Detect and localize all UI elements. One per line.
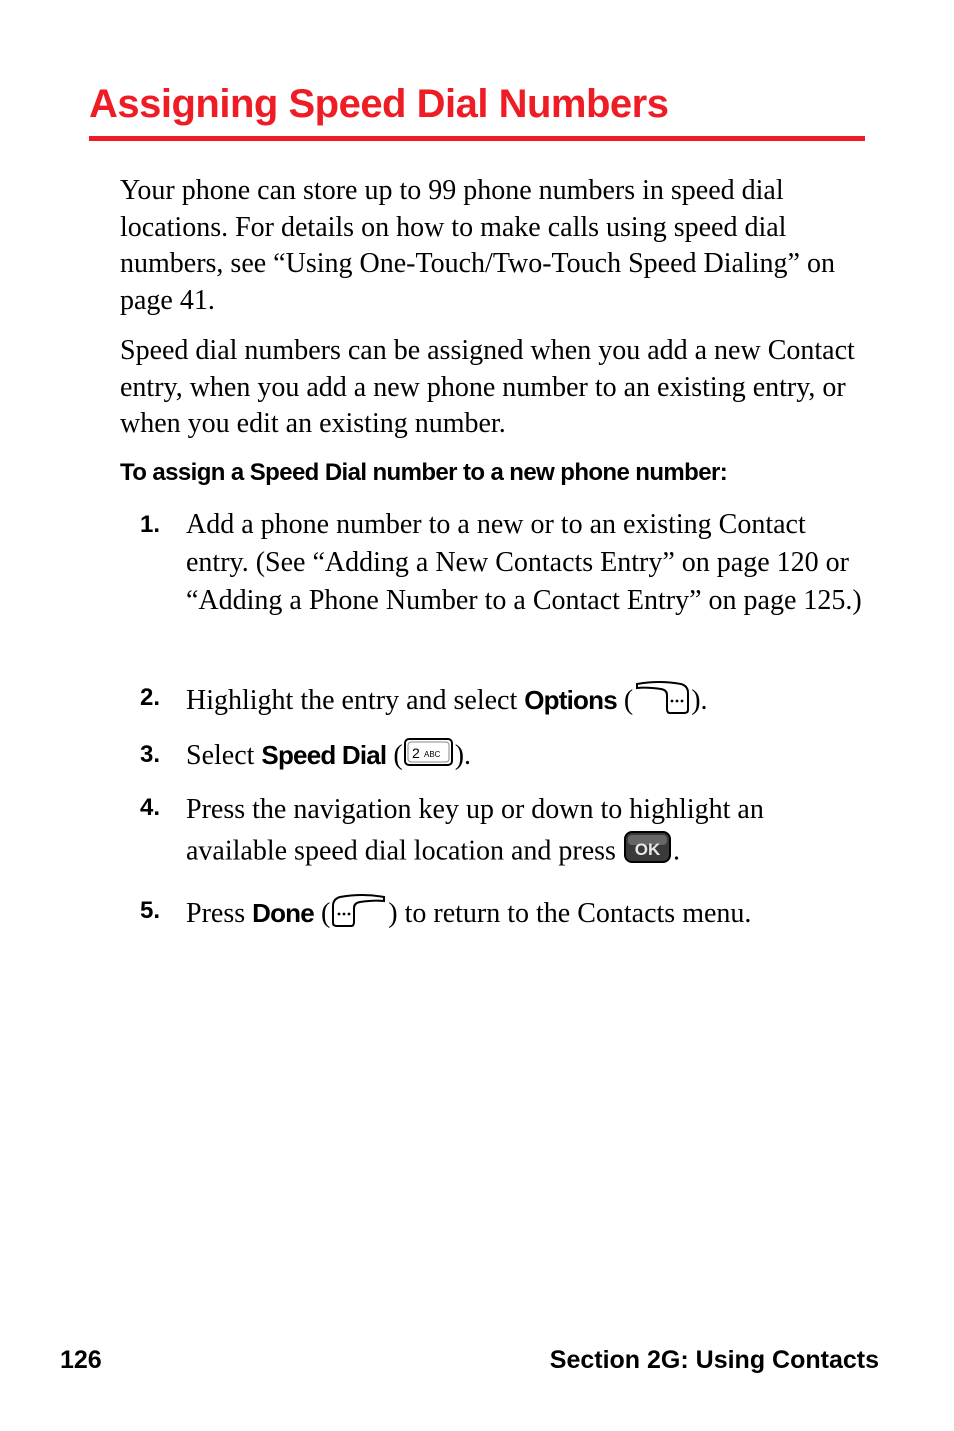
step-2-text bbox=[186, 679, 866, 726]
step-5-text bbox=[186, 892, 866, 939]
done-key-label: Done bbox=[252, 897, 314, 928]
page-title: Assigning Speed Dial Numbers bbox=[89, 82, 669, 126]
section-label: Section 2G: Using Contacts bbox=[549, 1346, 879, 1374]
step-3-text bbox=[186, 736, 866, 779]
right-softkey-icon bbox=[633, 679, 691, 726]
keypad-2-abc-icon bbox=[403, 736, 455, 779]
step-4-text bbox=[186, 789, 866, 876]
step-4-number: 4. bbox=[140, 794, 161, 821]
step-4-body: Press the navigation key up or down to highlight an available speed dial location and press bbox=[186, 794, 764, 867]
step-3-pre: Select bbox=[186, 740, 262, 771]
step-5-close: ) to return to the Contacts menu. bbox=[388, 897, 752, 929]
step-5-pre: Press bbox=[186, 897, 253, 929]
step-2-open: ( bbox=[616, 684, 634, 716]
step-2-number: 2. bbox=[140, 684, 161, 711]
options-key-label: Options bbox=[524, 684, 617, 715]
page-number: 126 bbox=[60, 1346, 102, 1374]
left-softkey-icon bbox=[330, 892, 388, 939]
ok-button-icon bbox=[623, 830, 673, 876]
step-1-text: Add a phone number to a new or to an existing Contact entry. (See “Adding a New Contacts Entry” on page 120 or “Adding a Phone Number to a Contact Entry” on page 125.) bbox=[186, 509, 862, 616]
title-divider bbox=[89, 136, 865, 141]
step-3-open: ( bbox=[386, 740, 403, 771]
svg-text:ABC: ABC bbox=[423, 750, 441, 760]
step-3-close: ). bbox=[454, 740, 472, 771]
step-4-close: . bbox=[672, 835, 680, 867]
svg-text:2: 2 bbox=[411, 745, 420, 762]
step-1-number: 1. bbox=[140, 511, 161, 538]
step-5-number: 5. bbox=[140, 897, 161, 924]
assign-paragraph: Speed dial numbers can be assigned when you add a new Contact entry, when you add a new phone number to an existing entry, or when you edit an existing number. bbox=[120, 335, 855, 439]
step-2-pre: Highlight the entry and select bbox=[186, 684, 525, 716]
svg-text:OK: OK bbox=[634, 840, 661, 859]
step-5-open: ( bbox=[313, 897, 331, 929]
step-2-close: ). bbox=[691, 684, 708, 716]
procedure-heading: To assign a Speed Dial number to a new phone number: bbox=[120, 459, 728, 486]
intro-paragraph: Your phone can store up to 99 phone numbers in speed dial locations. For details on how to make calls using speed dial numbers, see “Using One-Touch/Two-Touch Speed Dialing” on page 41. bbox=[120, 175, 835, 316]
speed-dial-key-label: Speed Dial bbox=[261, 740, 387, 770]
step-3-number: 3. bbox=[140, 741, 161, 768]
